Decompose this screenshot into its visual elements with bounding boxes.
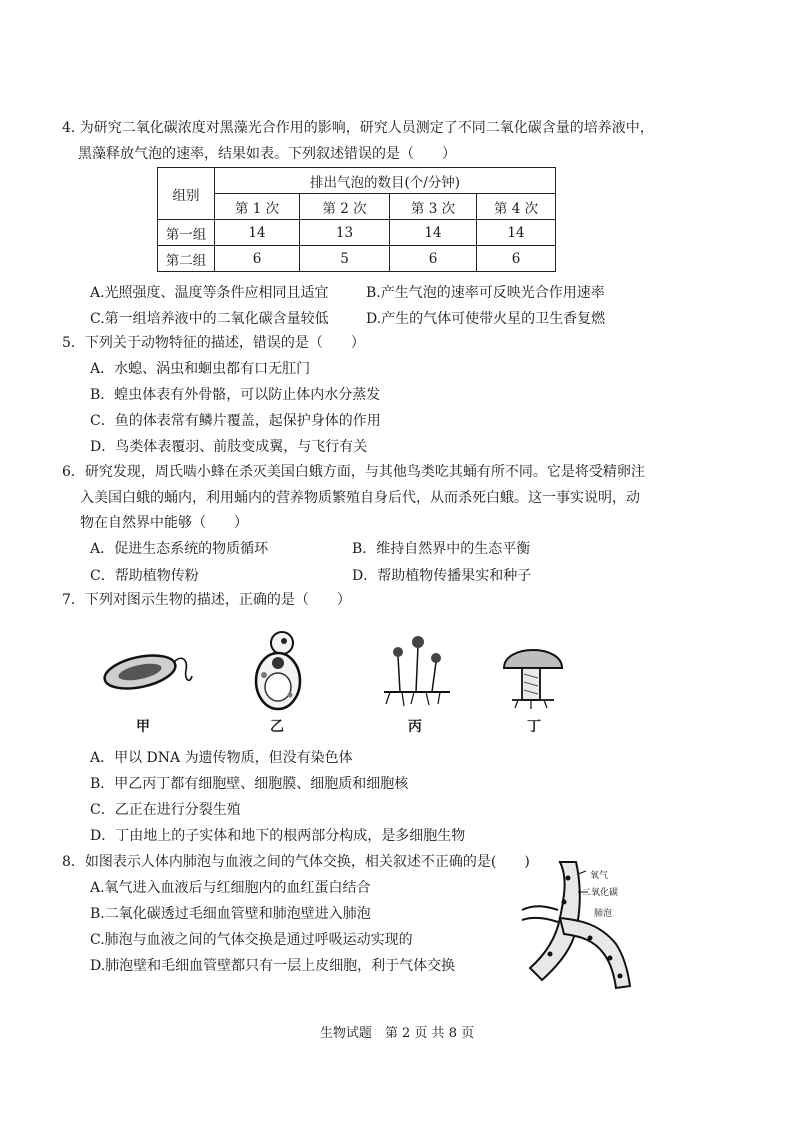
- table-group-header: 排出气泡的数目(个/分钟): [215, 168, 556, 194]
- alveolus-capillary-figure: [520, 858, 640, 993]
- figure-label-ding: 丁: [527, 719, 541, 735]
- row-label: 第一组: [158, 220, 215, 246]
- table-column-header: 第 4 次: [477, 194, 556, 220]
- q5-option-c: C．鱼的体表常有鳞片覆盖，起保护身体的作用: [90, 413, 381, 429]
- q5-option-a: A．水螅、涡虫和蛔虫都有口无肛门: [90, 361, 311, 377]
- q6-option-c: C．帮助植物传粉: [90, 568, 199, 584]
- table-column-header: 第 3 次: [390, 194, 477, 220]
- q8-option-a: A.氧气进入血液后与红细胞内的血红蛋白结合: [90, 880, 371, 896]
- q6-stem-line3: 物在自然界中能够（ ）: [80, 515, 248, 531]
- table-cell: 13: [300, 220, 390, 246]
- q8-option-c: C.肺泡与血液之间的气体交换是通过呼吸运动实现的: [90, 932, 413, 948]
- table-cell: 14: [477, 220, 556, 246]
- table-row: [158, 220, 556, 246]
- yeast-figure: [250, 625, 310, 715]
- q8-stem: 8．如图表示人体内肺泡与血液之间的气体交换，相关叙述不正确的是( ): [62, 854, 530, 870]
- annotation-alveolus: 肺泡: [594, 909, 613, 919]
- q4-stem-line1: 4. 为研究二氧化碳浓度对黑藻光合作用的影响，研究人员测定了不同二氧化碳含量的培养液中，: [62, 120, 654, 136]
- mold-figure: [382, 632, 452, 712]
- row-label: 第二组: [158, 246, 215, 272]
- figure-label-yi: 乙: [270, 719, 284, 735]
- page-footer: 生物试题 第 2 页 共 8 页: [319, 1026, 475, 1041]
- figure-label-bing: 丙: [408, 719, 422, 735]
- q8-option-d: D.肺泡壁和毛细血管壁都只有一层上皮细胞，利于气体交换: [90, 958, 456, 974]
- q4-data-table: [157, 167, 556, 272]
- q7-option-a: A．甲以 DNA 为遗传物质，但没有染色体: [90, 750, 353, 766]
- q6-option-b: B．维持自然界中的生态平衡: [352, 541, 531, 557]
- q4-option-d: D.产生的气体可使带火星的卫生香复燃: [366, 311, 606, 327]
- table-cell: 14: [390, 220, 477, 246]
- annotation-oxygen: 氧气: [590, 871, 609, 881]
- q6-stem-line1: 6．研究发现，周氏啮小蜂在杀灭美国白蛾方面，与其他鸟类吃其蛹有所不同。它是将受精卵注: [62, 464, 645, 480]
- q7-option-d: D．丁由地上的子实体和地下的根两部分构成，是多细胞生物: [90, 828, 466, 844]
- figure-label-jia: 甲: [136, 719, 150, 735]
- q7-option-c: C．乙正在进行分裂生殖: [90, 802, 241, 818]
- q4-option-c: C.第一组培养液中的二氧化碳含量较低: [90, 311, 329, 327]
- table-corner-header: 组别: [158, 168, 215, 220]
- q8-option-b: B.二氧化碳透过毛细血管壁和肺泡壁进入肺泡: [90, 906, 371, 922]
- q7-stem: 7．下列对图示生物的描述，正确的是（ ）: [62, 592, 351, 608]
- q4-option-b: B.产生气泡的速率可反映光合作用速率: [366, 285, 605, 301]
- bacterium-figure: [100, 640, 200, 700]
- table-cell: 14: [215, 220, 300, 246]
- q7-option-b: B．甲乙丙丁都有细胞壁、细胞膜、细胞质和细胞核: [90, 776, 409, 792]
- table-cell: 5: [300, 246, 390, 272]
- q4-option-a: A.光照强度、温度等条件应相同且适宜: [90, 285, 329, 301]
- q5-stem: 5．下列关于动物特征的描述，错误的是（ ）: [62, 335, 365, 351]
- q5-option-b: B．蝗虫体表有外骨骼，可以防止体内水分蒸发: [90, 387, 381, 403]
- table-column-header: 第 1 次: [215, 194, 300, 220]
- q4-stem-line2: 黑藻释放气泡的速率，结果如表。下列叙述错误的是（ ）: [78, 146, 456, 162]
- q6-stem-line2: 入美国白蛾的蛹内，利用蛹内的营养物质繁殖自身后代，从而杀死白蛾。这一事实说明，动: [80, 490, 640, 506]
- mushroom-figure: [498, 638, 568, 710]
- table-cell: 6: [215, 246, 300, 272]
- q6-option-d: D．帮助植物传播果实和种子: [352, 568, 532, 584]
- table-row: [158, 246, 556, 272]
- table-column-header: 第 2 次: [300, 194, 390, 220]
- annotation-carbon-dioxide: 二氧化碳: [582, 888, 619, 898]
- q6-option-a: A．促进生态系统的物质循环: [90, 541, 269, 557]
- table-cell: 6: [390, 246, 477, 272]
- q5-option-d: D．鸟类体表覆羽、前肢变成翼，与飞行有关: [90, 439, 368, 455]
- table-cell: 6: [477, 246, 556, 272]
